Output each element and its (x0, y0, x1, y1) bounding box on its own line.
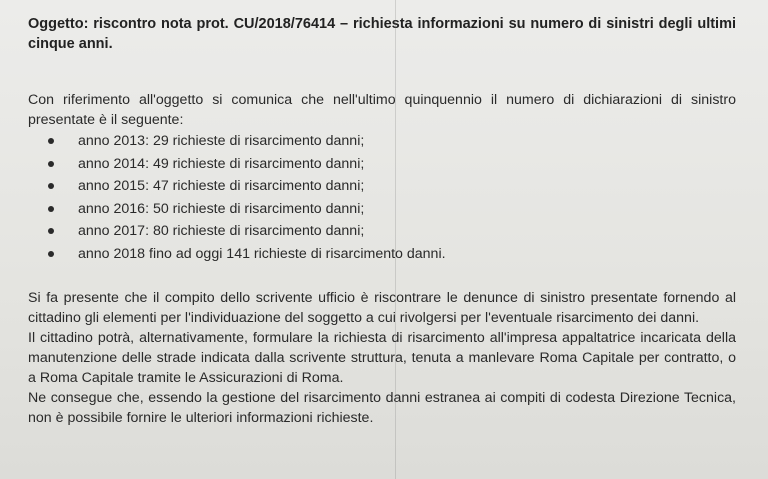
bullet-icon (48, 206, 54, 212)
intro-paragraph: Con riferimento all'oggetto si comunica che nell'ultimo quinquennio il numero di dichiarazioni di sinistro presentate è il seguente: (28, 92, 736, 128)
bullet-icon (48, 161, 54, 167)
paragraph-citizen-options: Il cittadino potrà, alternativamente, formulare la richiesta di risarcimento all'impresa appaltatrice incaricata della manutenzione delle strade indicata dalla scrivente struttura, tenuta a manlevare Roma Capitale per contratto, o a Roma Capitale tramite le Assicurazioni di Roma. (28, 329, 736, 386)
bullet-icon (48, 251, 54, 257)
paragraph-office-task: Si fa presente che il compito dello scrivente ufficio è riscontrare le denunce di sinistro presentate fornendo al cittadino gli elementi per l'individuazione del soggetto a cui rivolgersi per l'eventuale risarcimento dei danni. (28, 289, 736, 326)
list-item: anno 2015: 47 richieste di risarcimento danni; (48, 175, 736, 198)
paragraph-conclusion: Ne consegue che, essendo la gestione del risarcimento danni estranea ai compiti di codesta Direzione Tecnica, non è possibile fornire le ulteriori informazioni richieste. (28, 389, 736, 426)
claims-list (28, 130, 736, 266)
list-item: anno 2013: 29 richieste di risarcimento danni; (48, 130, 736, 153)
list-item: anno 2014: 49 richieste di risarcimento danni; (48, 153, 736, 176)
list-item: anno 2016: 50 richieste di risarcimento danni; (48, 198, 736, 221)
bullet-icon (48, 228, 54, 234)
bullet-icon (48, 138, 54, 144)
subject-line: Oggetto: riscontro nota prot. CU/2018/76414 – richiesta informazioni su numero di sinistri degli ultimi cinque anni. (28, 16, 736, 52)
list-item: anno 2017: 80 richieste di risarcimento danni; (48, 220, 736, 243)
bullet-icon (48, 183, 54, 189)
list-item: anno 2018 fino ad oggi 141 richieste di risarcimento danni. (48, 243, 736, 266)
